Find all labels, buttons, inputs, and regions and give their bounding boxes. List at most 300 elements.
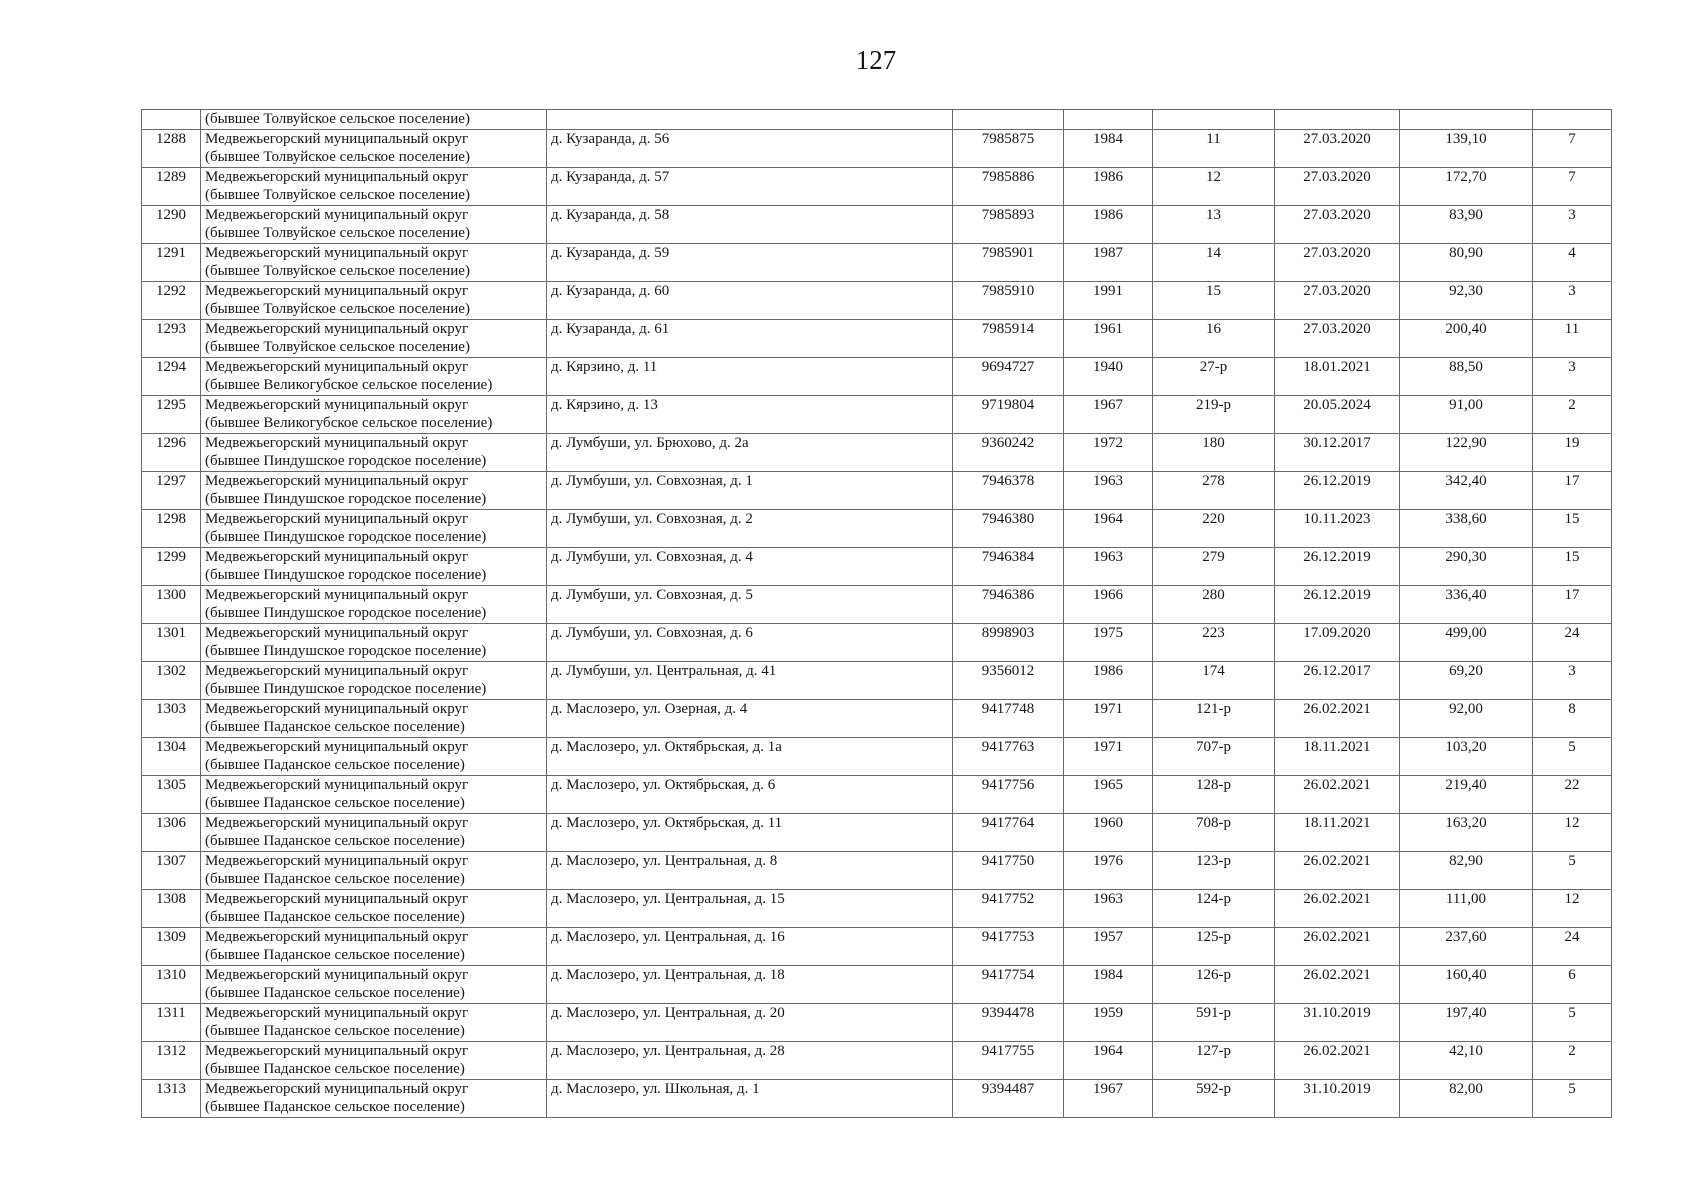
document-date-cell: 20.05.2024 <box>1275 396 1400 434</box>
municipality-cell <box>201 358 547 396</box>
document-date-cell: 30.12.2017 <box>1275 434 1400 472</box>
municipality-cell <box>201 1004 547 1042</box>
former-settlement: (бывшее Пиндушское городское поселение) <box>205 681 487 698</box>
document-date-cell: 27.03.2020 <box>1275 282 1400 320</box>
municipality-cell <box>201 662 547 700</box>
document-date-cell: 18.11.2021 <box>1275 814 1400 852</box>
former-settlement: (бывшее Паданское сельское поселение) <box>205 719 465 736</box>
row-number-cell: 1290 <box>142 206 201 244</box>
table-row <box>142 472 1612 510</box>
former-settlement: (бывшее Пиндушское городское поселение) <box>205 453 487 470</box>
area-cell: 338,60 <box>1400 510 1533 548</box>
row-number-cell: 1291 <box>142 244 201 282</box>
municipality-name: Медвежьегорский муниципальный округ <box>205 131 469 147</box>
table-row <box>142 244 1612 282</box>
area-cell: 82,00 <box>1400 1080 1533 1118</box>
table-row <box>142 928 1612 966</box>
year-cell: 1963 <box>1064 548 1153 586</box>
registry-number-cell: 9360242 <box>953 434 1064 472</box>
count-cell: 19 <box>1533 434 1612 472</box>
municipality-name: Медвежьегорский муниципальный округ <box>205 359 469 375</box>
document-number-cell: 592-р <box>1153 1080 1275 1118</box>
address-cell: д. Лумбуши, ул. Совхозная, д. 2 <box>547 510 953 548</box>
year-cell: 1984 <box>1064 966 1153 1004</box>
row-number-cell: 1303 <box>142 700 201 738</box>
address-cell: д. Кярзино, д. 11 <box>547 358 953 396</box>
count-cell: 11 <box>1533 320 1612 358</box>
municipality-cell <box>201 510 547 548</box>
document-date-cell: 10.11.2023 <box>1275 510 1400 548</box>
table-row <box>142 1004 1612 1042</box>
municipality-name: Медвежьегорский муниципальный округ <box>205 1081 469 1097</box>
former-settlement: (бывшее Паданское сельское поселение) <box>205 909 465 926</box>
table-row <box>142 168 1612 206</box>
registry-number-cell: 7985901 <box>953 244 1064 282</box>
row-number-cell: 1301 <box>142 624 201 662</box>
former-settlement: (бывшее Толвуйское сельское поселение) <box>205 263 470 280</box>
count-cell: 3 <box>1533 358 1612 396</box>
document-number-cell: 279 <box>1153 548 1275 586</box>
address-cell: д. Кузаранда, д. 60 <box>547 282 953 320</box>
address-cell: д. Кузаранда, д. 58 <box>547 206 953 244</box>
document-number-cell <box>1153 110 1275 130</box>
municipality-cell <box>201 890 547 928</box>
document-number-cell: 591-р <box>1153 1004 1275 1042</box>
registry-number-cell: 9417750 <box>953 852 1064 890</box>
document-date-cell: 26.12.2019 <box>1275 548 1400 586</box>
address-cell: д. Маслозеро, ул. Октябрьская, д. 1а <box>547 738 953 776</box>
former-settlement: (бывшее Паданское сельское поселение) <box>205 985 465 1002</box>
document-date-cell: 31.10.2019 <box>1275 1080 1400 1118</box>
table-row <box>142 510 1612 548</box>
document-date-cell: 26.02.2021 <box>1275 1042 1400 1080</box>
row-number-cell: 1309 <box>142 928 201 966</box>
count-cell: 24 <box>1533 928 1612 966</box>
year-cell: 1967 <box>1064 1080 1153 1118</box>
address-cell: д. Маслозеро, ул. Центральная, д. 18 <box>547 966 953 1004</box>
address-cell: д. Маслозеро, ул. Центральная, д. 15 <box>547 890 953 928</box>
address-cell: д. Лумбуши, ул. Совхозная, д. 1 <box>547 472 953 510</box>
table-row <box>142 434 1612 472</box>
table-row <box>142 282 1612 320</box>
count-cell: 5 <box>1533 852 1612 890</box>
area-cell: 82,90 <box>1400 852 1533 890</box>
year-cell: 1966 <box>1064 586 1153 624</box>
row-number-cell: 1306 <box>142 814 201 852</box>
document-date-cell: 17.09.2020 <box>1275 624 1400 662</box>
registry-number-cell: 9417752 <box>953 890 1064 928</box>
year-cell: 1963 <box>1064 472 1153 510</box>
municipality-name: Медвежьегорский муниципальный округ <box>205 473 469 489</box>
row-number-cell: 1292 <box>142 282 201 320</box>
year-cell: 1963 <box>1064 890 1153 928</box>
table-row <box>142 700 1612 738</box>
registry-number-cell: 7946384 <box>953 548 1064 586</box>
row-number-cell: 1297 <box>142 472 201 510</box>
municipality-cell <box>201 168 547 206</box>
municipality-cell <box>201 110 547 130</box>
municipality-name: Медвежьегорский муниципальный округ <box>205 283 469 299</box>
municipality-name: Медвежьегорский муниципальный округ <box>205 435 469 451</box>
municipality-name: Медвежьегорский муниципальный округ <box>205 891 469 907</box>
table-row <box>142 396 1612 434</box>
document-date-cell: 27.03.2020 <box>1275 206 1400 244</box>
table-row <box>142 662 1612 700</box>
municipality-cell <box>201 282 547 320</box>
document-date-cell: 27.03.2020 <box>1275 168 1400 206</box>
municipality-cell <box>201 966 547 1004</box>
address-cell: д. Лумбуши, ул. Совхозная, д. 5 <box>547 586 953 624</box>
document-number-cell: 12 <box>1153 168 1275 206</box>
area-cell: 342,40 <box>1400 472 1533 510</box>
registry-number-cell: 9417763 <box>953 738 1064 776</box>
year-cell: 1957 <box>1064 928 1153 966</box>
area-cell: 219,40 <box>1400 776 1533 814</box>
document-number-cell: 121-р <box>1153 700 1275 738</box>
document-number-cell: 219-р <box>1153 396 1275 434</box>
address-cell: д. Лумбуши, ул. Брюхово, д. 2а <box>547 434 953 472</box>
year-cell: 1959 <box>1064 1004 1153 1042</box>
document-number-cell: 127-р <box>1153 1042 1275 1080</box>
registry-number-cell: 7985893 <box>953 206 1064 244</box>
municipality-name: Медвежьегорский муниципальный округ <box>205 929 469 945</box>
table-row <box>142 206 1612 244</box>
document-date-cell: 27.03.2020 <box>1275 244 1400 282</box>
address-cell: д. Маслозеро, ул. Центральная, д. 16 <box>547 928 953 966</box>
row-number-cell: 1299 <box>142 548 201 586</box>
row-number-cell: 1296 <box>142 434 201 472</box>
area-cell: 139,10 <box>1400 130 1533 168</box>
year-cell <box>1064 110 1153 130</box>
municipality-cell <box>201 396 547 434</box>
count-cell: 15 <box>1533 510 1612 548</box>
municipality-name: Медвежьегорский муниципальный округ <box>205 549 469 565</box>
former-settlement: (бывшее Толвуйское сельское поселение) <box>205 149 470 166</box>
count-cell: 8 <box>1533 700 1612 738</box>
document-date-cell: 26.02.2021 <box>1275 852 1400 890</box>
municipality-name: Медвежьегорский муниципальный округ <box>205 853 469 869</box>
municipality-name: Медвежьегорский муниципальный округ <box>205 1005 469 1021</box>
year-cell: 1940 <box>1064 358 1153 396</box>
registry-number-cell: 9356012 <box>953 662 1064 700</box>
municipality-name: Медвежьегорский муниципальный округ <box>205 511 469 527</box>
table-row <box>142 624 1612 662</box>
address-cell: д. Маслозеро, ул. Центральная, д. 28 <box>547 1042 953 1080</box>
year-cell: 1961 <box>1064 320 1153 358</box>
property-table <box>141 109 1612 1118</box>
area-cell: 83,90 <box>1400 206 1533 244</box>
row-number-cell: 1288 <box>142 130 201 168</box>
document-date-cell: 31.10.2019 <box>1275 1004 1400 1042</box>
document-date-cell <box>1275 110 1400 130</box>
municipality-cell <box>201 776 547 814</box>
municipality-cell <box>201 928 547 966</box>
area-cell: 160,40 <box>1400 966 1533 1004</box>
row-number-cell: 1302 <box>142 662 201 700</box>
former-settlement: (бывшее Паданское сельское поселение) <box>205 757 465 774</box>
document-date-cell: 26.02.2021 <box>1275 928 1400 966</box>
document-date-cell: 18.11.2021 <box>1275 738 1400 776</box>
row-number-cell: 1300 <box>142 586 201 624</box>
municipality-name: Медвежьегорский муниципальный округ <box>205 625 469 641</box>
former-settlement: (бывшее Пиндушское городское поселение) <box>205 491 487 508</box>
year-cell: 1972 <box>1064 434 1153 472</box>
document-number-cell: 223 <box>1153 624 1275 662</box>
municipality-name: Медвежьегорский муниципальный округ <box>205 777 469 793</box>
year-cell: 1971 <box>1064 700 1153 738</box>
document-date-cell: 26.12.2019 <box>1275 586 1400 624</box>
count-cell: 2 <box>1533 396 1612 434</box>
year-cell: 1984 <box>1064 130 1153 168</box>
page-number: 127 <box>855 45 897 75</box>
row-number-cell: 1307 <box>142 852 201 890</box>
address-cell: д. Маслозеро, ул. Школьная, д. 1 <box>547 1080 953 1118</box>
count-cell: 15 <box>1533 548 1612 586</box>
municipality-name: Медвежьегорский муниципальный округ <box>205 397 469 413</box>
registry-number-cell: 9417748 <box>953 700 1064 738</box>
registry-number-cell: 9417754 <box>953 966 1064 1004</box>
municipality-name: Медвежьегорский муниципальный округ <box>205 1043 469 1059</box>
area-cell: 122,90 <box>1400 434 1533 472</box>
registry-number-cell: 7985886 <box>953 168 1064 206</box>
registry-number-cell: 9417755 <box>953 1042 1064 1080</box>
municipality-name: Медвежьегорский муниципальный округ <box>205 321 469 337</box>
count-cell: 7 <box>1533 130 1612 168</box>
document-number-cell: 220 <box>1153 510 1275 548</box>
document-date-cell: 26.02.2021 <box>1275 776 1400 814</box>
table-row <box>142 320 1612 358</box>
former-settlement: (бывшее Толвуйское сельское поселение) <box>205 225 470 242</box>
year-cell: 1986 <box>1064 662 1153 700</box>
former-settlement: (бывшее Пиндушское городское поселение) <box>205 643 487 660</box>
table-row <box>142 358 1612 396</box>
municipality-cell <box>201 130 547 168</box>
document-date-cell: 26.02.2021 <box>1275 966 1400 1004</box>
row-number-cell: 1312 <box>142 1042 201 1080</box>
document-number-cell: 13 <box>1153 206 1275 244</box>
year-cell: 1976 <box>1064 852 1153 890</box>
year-cell: 1964 <box>1064 1042 1153 1080</box>
address-cell: д. Кузаранда, д. 57 <box>547 168 953 206</box>
document-number-cell: 14 <box>1153 244 1275 282</box>
area-cell: 88,50 <box>1400 358 1533 396</box>
former-settlement: (бывшее Великогубское сельское поселение) <box>205 415 493 432</box>
registry-number-cell: 9719804 <box>953 396 1064 434</box>
former-settlement: (бывшее Паданское сельское поселение) <box>205 833 465 850</box>
year-cell: 1975 <box>1064 624 1153 662</box>
row-number-cell: 1298 <box>142 510 201 548</box>
area-cell: 69,20 <box>1400 662 1533 700</box>
count-cell: 3 <box>1533 206 1612 244</box>
municipality-cell <box>201 548 547 586</box>
year-cell: 1964 <box>1064 510 1153 548</box>
year-cell: 1991 <box>1064 282 1153 320</box>
municipality-cell <box>201 1080 547 1118</box>
municipality-name: Медвежьегорский муниципальный округ <box>205 587 469 603</box>
row-number-cell: 1304 <box>142 738 201 776</box>
former-settlement: (бывшее Толвуйское сельское поселение) <box>205 187 470 204</box>
registry-number-cell: 8998903 <box>953 624 1064 662</box>
former-settlement: (бывшее Пиндушское городское поселение) <box>205 605 487 622</box>
area-cell: 163,20 <box>1400 814 1533 852</box>
former-settlement: (бывшее Паданское сельское поселение) <box>205 1099 465 1116</box>
row-number-cell: 1289 <box>142 168 201 206</box>
municipality-cell <box>201 434 547 472</box>
address-cell: д. Кузаранда, д. 61 <box>547 320 953 358</box>
table-row <box>142 548 1612 586</box>
area-cell: 92,30 <box>1400 282 1533 320</box>
area-cell: 290,30 <box>1400 548 1533 586</box>
former-settlement: (бывшее Паданское сельское поселение) <box>205 1023 465 1040</box>
count-cell: 12 <box>1533 814 1612 852</box>
area-cell: 91,00 <box>1400 396 1533 434</box>
row-number-cell: 1313 <box>142 1080 201 1118</box>
municipality-name: Медвежьегорский муниципальный округ <box>205 663 469 679</box>
registry-number-cell: 7946386 <box>953 586 1064 624</box>
registry-number-cell: 9394478 <box>953 1004 1064 1042</box>
table-row <box>142 852 1612 890</box>
municipality-name: Медвежьегорский муниципальный округ <box>205 245 469 261</box>
table-row <box>142 1042 1612 1080</box>
row-number-cell: 1305 <box>142 776 201 814</box>
address-cell: д. Кузаранда, д. 56 <box>547 130 953 168</box>
registry-number-cell: 7985910 <box>953 282 1064 320</box>
municipality-cell <box>201 472 547 510</box>
address-cell: д. Маслозеро, ул. Октябрьская, д. 6 <box>547 776 953 814</box>
document-date-cell: 26.12.2019 <box>1275 472 1400 510</box>
document-number-cell: 278 <box>1153 472 1275 510</box>
document-date-cell: 27.03.2020 <box>1275 320 1400 358</box>
area-cell: 92,00 <box>1400 700 1533 738</box>
municipality-cell <box>201 738 547 776</box>
document-number-cell: 15 <box>1153 282 1275 320</box>
document-number-cell: 707-р <box>1153 738 1275 776</box>
table-row <box>142 890 1612 928</box>
registry-number-cell: 7985875 <box>953 130 1064 168</box>
municipality-cell <box>201 814 547 852</box>
row-number-cell: 1311 <box>142 1004 201 1042</box>
document-number-cell: 174 <box>1153 662 1275 700</box>
former-settlement: (бывшее Пиндушское городское поселение) <box>205 529 487 546</box>
document-number-cell: 125-р <box>1153 928 1275 966</box>
former-settlement: (бывшее Паданское сельское поселение) <box>205 871 465 888</box>
count-cell: 22 <box>1533 776 1612 814</box>
document-number-cell: 126-р <box>1153 966 1275 1004</box>
area-cell: 499,00 <box>1400 624 1533 662</box>
table-row <box>142 814 1612 852</box>
municipality-name: Медвежьегорский муниципальный округ <box>205 815 469 831</box>
municipality-cell <box>201 206 547 244</box>
count-cell: 7 <box>1533 168 1612 206</box>
continuation-row <box>142 110 1612 130</box>
registry-number-cell: 9417753 <box>953 928 1064 966</box>
address-cell: д. Лумбуши, ул. Совхозная, д. 6 <box>547 624 953 662</box>
document-number-cell: 180 <box>1153 434 1275 472</box>
year-cell: 1960 <box>1064 814 1153 852</box>
year-cell: 1986 <box>1064 168 1153 206</box>
address-cell: д. Кярзино, д. 13 <box>547 396 953 434</box>
municipality-cell <box>201 852 547 890</box>
document-number-cell: 128-р <box>1153 776 1275 814</box>
row-number-cell: 1310 <box>142 966 201 1004</box>
former-settlement: (бывшее Толвуйское сельское поселение) <box>205 111 470 127</box>
year-cell: 1987 <box>1064 244 1153 282</box>
row-number-cell: 1294 <box>142 358 201 396</box>
municipality-name: Медвежьегорский муниципальный округ <box>205 207 469 223</box>
address-cell: д. Кузаранда, д. 59 <box>547 244 953 282</box>
municipality-name: Медвежьегорский муниципальный округ <box>205 739 469 755</box>
area-cell: 200,40 <box>1400 320 1533 358</box>
former-settlement: (бывшее Паданское сельское поселение) <box>205 795 465 812</box>
area-cell: 80,90 <box>1400 244 1533 282</box>
former-settlement: (бывшее Толвуйское сельское поселение) <box>205 339 470 356</box>
count-cell: 5 <box>1533 1080 1612 1118</box>
area-cell: 197,40 <box>1400 1004 1533 1042</box>
row-number-cell: 1295 <box>142 396 201 434</box>
address-cell: д. Лумбуши, ул. Совхозная, д. 4 <box>547 548 953 586</box>
municipality-cell <box>201 700 547 738</box>
address-cell <box>547 110 953 130</box>
count-cell: 17 <box>1533 472 1612 510</box>
year-cell: 1971 <box>1064 738 1153 776</box>
count-cell: 5 <box>1533 1004 1612 1042</box>
table-row <box>142 776 1612 814</box>
count-cell <box>1533 110 1612 130</box>
registry-number-cell: 9394487 <box>953 1080 1064 1118</box>
table-row <box>142 130 1612 168</box>
registry-number-cell: 7946378 <box>953 472 1064 510</box>
table-row <box>142 738 1612 776</box>
area-cell: 111,00 <box>1400 890 1533 928</box>
count-cell: 2 <box>1533 1042 1612 1080</box>
registry-number-cell: 9694727 <box>953 358 1064 396</box>
count-cell: 4 <box>1533 244 1612 282</box>
area-cell: 237,60 <box>1400 928 1533 966</box>
registry-number-cell: 9417756 <box>953 776 1064 814</box>
row-number-cell: 1293 <box>142 320 201 358</box>
area-cell <box>1400 110 1533 130</box>
count-cell: 6 <box>1533 966 1612 1004</box>
count-cell: 24 <box>1533 624 1612 662</box>
registry-number-cell: 9417764 <box>953 814 1064 852</box>
document-date-cell: 26.02.2021 <box>1275 890 1400 928</box>
address-cell: д. Маслозеро, ул. Октябрьская, д. 11 <box>547 814 953 852</box>
row-number-cell <box>142 110 201 130</box>
count-cell: 3 <box>1533 282 1612 320</box>
registry-number-cell: 7946380 <box>953 510 1064 548</box>
document-date-cell: 27.03.2020 <box>1275 130 1400 168</box>
table-row <box>142 586 1612 624</box>
municipality-name: Медвежьегорский муниципальный округ <box>205 169 469 185</box>
former-settlement: (бывшее Пиндушское городское поселение) <box>205 567 487 584</box>
municipality-cell <box>201 320 547 358</box>
row-number-cell: 1308 <box>142 890 201 928</box>
document-number-cell: 27-р <box>1153 358 1275 396</box>
year-cell: 1967 <box>1064 396 1153 434</box>
table-row <box>142 1080 1612 1118</box>
registry-number-cell: 7985914 <box>953 320 1064 358</box>
area-cell: 336,40 <box>1400 586 1533 624</box>
former-settlement: (бывшее Толвуйское сельское поселение) <box>205 301 470 318</box>
year-cell: 1986 <box>1064 206 1153 244</box>
municipality-cell <box>201 586 547 624</box>
address-cell: д. Маслозеро, ул. Центральная, д. 8 <box>547 852 953 890</box>
document-date-cell: 18.01.2021 <box>1275 358 1400 396</box>
document-date-cell: 26.12.2017 <box>1275 662 1400 700</box>
address-cell: д. Маслозеро, ул. Озерная, д. 4 <box>547 700 953 738</box>
area-cell: 42,10 <box>1400 1042 1533 1080</box>
count-cell: 5 <box>1533 738 1612 776</box>
